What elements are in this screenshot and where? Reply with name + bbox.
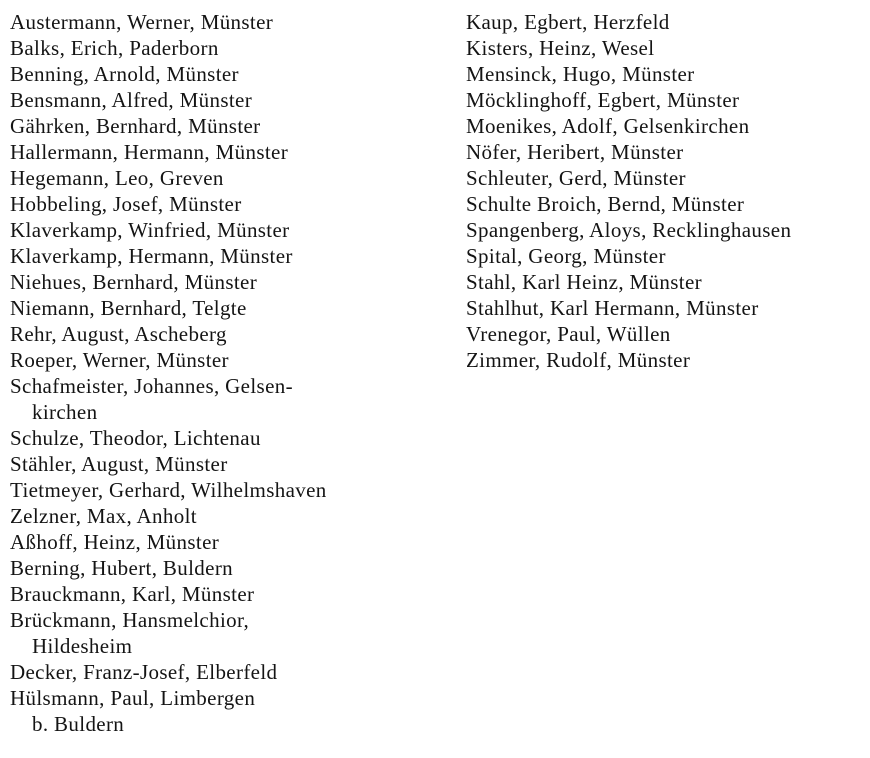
list-entry — [10, 9, 430, 35]
list-entry — [466, 243, 866, 269]
list-entry — [466, 113, 866, 139]
entry-text: Stähler, August, Münster — [10, 452, 228, 476]
entry-text: Schulte Broich, Bernd, Münster — [466, 192, 745, 216]
entry-text: Berning, Hubert, Buldern — [10, 556, 234, 580]
list-entry — [466, 139, 866, 165]
entry-text: Tietmeyer, Gerhard, Wilhelmshaven — [10, 478, 327, 502]
list-entry — [10, 321, 430, 347]
list-entry — [466, 61, 866, 87]
entry-continuation-text: kirchen — [32, 400, 98, 424]
entry-text: Brauckmann, Karl, Münster — [10, 582, 255, 606]
entry-text: Decker, Franz-Josef, Elberfeld — [10, 660, 278, 684]
list-entry — [10, 35, 430, 61]
list-entry — [466, 165, 866, 191]
entry-text: Nöfer, Heribert, Münster — [466, 140, 684, 164]
list-entry — [466, 269, 866, 295]
entry-text: Gährken, Bernhard, Münster — [10, 114, 261, 138]
entry-text: Schulze, Theodor, Lichtenau — [10, 426, 261, 450]
list-entry — [10, 529, 430, 555]
list-entry — [466, 347, 866, 373]
list-entry — [10, 217, 430, 243]
entry-text: Schafmeister, Johannes, Gelsen- — [10, 374, 293, 398]
list-entry — [10, 451, 430, 477]
entry-text: Balks, Erich, Paderborn — [10, 36, 219, 60]
list-entry — [10, 659, 430, 685]
list-entry — [10, 477, 430, 503]
entry-text: Bensmann, Alfred, Münster — [10, 88, 253, 112]
entry-text: Klaverkamp, Winfried, Münster — [10, 218, 290, 242]
entry-text: Moenikes, Adolf, Gelsenkirchen — [466, 114, 750, 138]
list-entry — [466, 35, 866, 61]
entry-text: Zimmer, Rudolf, Münster — [466, 348, 691, 372]
entry-text: Hallermann, Hermann, Münster — [10, 140, 289, 164]
entry-text: Hegemann, Leo, Greven — [10, 166, 224, 190]
entry-text: Stahlhut, Karl Hermann, Münster — [466, 296, 759, 320]
entry-text: Brückmann, Hansmelchior, — [10, 608, 250, 632]
entry-text: Kaup, Egbert, Herzfeld — [466, 10, 670, 34]
entry-text: Benning, Arnold, Münster — [10, 62, 239, 86]
list-entry — [10, 113, 430, 139]
list-entry — [10, 685, 430, 737]
entry-text: Aßhoff, Heinz, Münster — [10, 530, 220, 554]
list-entry — [10, 243, 430, 269]
entry-text: Spital, Georg, Münster — [466, 244, 666, 268]
list-entry — [10, 555, 430, 581]
entry-text: Stahl, Karl Heinz, Münster — [466, 270, 702, 294]
entry-text: Klaverkamp, Hermann, Münster — [10, 244, 293, 268]
entry-text: Spangenberg, Aloys, Recklinghausen — [466, 218, 792, 242]
entry-text: Austermann, Werner, Münster — [10, 10, 274, 34]
list-entry — [466, 9, 866, 35]
list-entry — [466, 295, 866, 321]
entry-text: Vrenegor, Paul, Wüllen — [466, 322, 671, 346]
list-entry — [466, 87, 866, 113]
list-entry — [10, 373, 430, 425]
entry-text: Schleuter, Gerd, Münster — [466, 166, 686, 190]
list-entry — [10, 87, 430, 113]
entry-text: Niehues, Bernhard, Münster — [10, 270, 258, 294]
entry-text: Mensinck, Hugo, Münster — [466, 62, 695, 86]
list-entry — [466, 321, 866, 347]
list-entry — [466, 191, 866, 217]
entry-continuation-text: Hildesheim — [32, 634, 133, 658]
entry-text: Rehr, August, Ascheberg — [10, 322, 227, 346]
list-entry — [10, 61, 430, 87]
list-entry — [10, 191, 430, 217]
list-entry — [10, 295, 430, 321]
list-entry — [10, 347, 430, 373]
entry-text: Niemann, Bernhard, Telgte — [10, 296, 247, 320]
entry-text: Hülsmann, Paul, Limbergen — [10, 686, 256, 710]
name-list-right-column — [466, 9, 866, 373]
entry-text: Roeper, Werner, Münster — [10, 348, 229, 372]
list-entry — [10, 165, 430, 191]
entry-text: Möcklinghoff, Egbert, Münster — [466, 88, 740, 112]
list-entry — [10, 581, 430, 607]
entry-text: Hobbeling, Josef, Münster — [10, 192, 242, 216]
list-entry — [10, 607, 430, 659]
list-entry — [10, 139, 430, 165]
entry-text: Kisters, Heinz, Wesel — [466, 36, 655, 60]
name-list-left-column — [10, 9, 430, 737]
entry-continuation-text: b. Buldern — [32, 712, 125, 736]
list-entry — [10, 269, 430, 295]
list-entry — [10, 425, 430, 451]
entry-text: Zelzner, Max, Anholt — [10, 504, 197, 528]
list-entry — [466, 217, 866, 243]
list-entry — [10, 503, 430, 529]
